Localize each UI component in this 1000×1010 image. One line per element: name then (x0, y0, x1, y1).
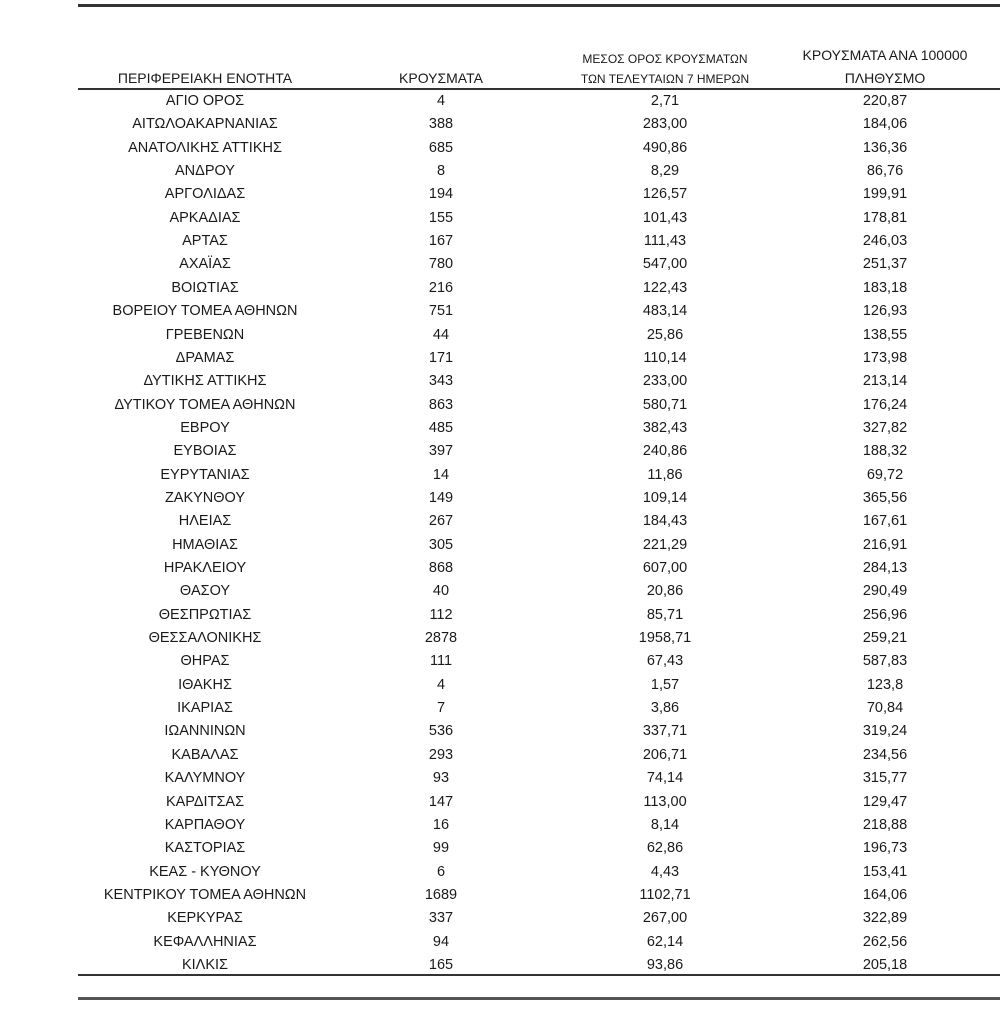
cell-avg-7-days: 126,57 (642, 186, 688, 203)
page-bottom-rule (78, 997, 1000, 1000)
cell-cases: 343 (428, 373, 454, 390)
cell-avg-7-days: 109,14 (642, 489, 688, 506)
cell-cases: 216 (428, 279, 454, 296)
cell-region-name: ΒΟΙΩΤΙΑΣ (171, 279, 239, 296)
cell-region-name: ΕΒΡΟΥ (180, 419, 230, 436)
cell-avg-7-days: 547,00 (642, 256, 688, 273)
cell-region-name: ΑΝΔΡΟΥ (175, 163, 235, 180)
table-row (0, 183, 1000, 206)
cell-region-name: ΚΑΣΤΟΡΙΑΣ (164, 840, 246, 857)
cell-cases-per-100k: 327,82 (862, 419, 908, 436)
table-row (0, 650, 1000, 673)
table-row (0, 277, 1000, 300)
cell-cases-per-100k: 196,73 (862, 840, 908, 857)
cell-cases: 16 (432, 816, 450, 833)
cell-region-name: ΑΡΓΟΛΙΔΑΣ (164, 186, 246, 203)
table-row (0, 884, 1000, 907)
cell-cases: 2878 (424, 630, 458, 647)
table-row (0, 767, 1000, 790)
cell-cases-per-100k: 218,88 (862, 816, 908, 833)
cell-region-name: ΚΑΛΥΜΝΟΥ (164, 770, 246, 787)
cell-avg-7-days: 267,00 (642, 910, 688, 927)
header-cases: ΚΡΟΥΣΜΑΤΑ (399, 70, 483, 86)
cell-region-name: ΑΙΤΩΛΟΑΚΑΡΝΑΝΙΑΣ (132, 116, 278, 133)
cell-avg-7-days: 101,43 (642, 209, 688, 226)
cell-cases: 40 (432, 583, 450, 600)
table-row (0, 674, 1000, 697)
cell-region-name: ΘΗΡΑΣ (180, 653, 230, 670)
cell-avg-7-days: 25,86 (646, 326, 684, 343)
cell-region-name: ΑΧΑΪΑΣ (179, 256, 231, 273)
header-avg-line2: ΤΩΝ ΤΕΛΕΥΤΑΙΩΝ 7 ΗΜΕΡΩΝ (580, 72, 750, 86)
cell-cases: 267 (428, 513, 454, 530)
cell-cases: 44 (432, 326, 450, 343)
cell-cases-per-100k: 256,96 (862, 606, 908, 623)
cell-region-name: ΖΑΚΥΝΘΟΥ (164, 489, 246, 506)
table-row (0, 347, 1000, 370)
cell-cases: 397 (428, 443, 454, 460)
cell-avg-7-days: 382,43 (642, 419, 688, 436)
table-row (0, 487, 1000, 510)
table-row (0, 113, 1000, 136)
cell-avg-7-days: 184,43 (642, 513, 688, 530)
table-row (0, 697, 1000, 720)
cell-cases: 111 (429, 653, 453, 670)
table-row (0, 160, 1000, 183)
table-row (0, 324, 1000, 347)
cell-region-name: ΙΚΑΡΙΑΣ (177, 700, 233, 717)
cell-region-name: ΓΡΕΒΕΝΩΝ (165, 326, 245, 343)
cell-cases: 93 (432, 770, 450, 787)
table-row (0, 604, 1000, 627)
cell-cases: 147 (428, 793, 454, 810)
cell-region-name: ΚΑΡΔΙΤΣΑΣ (165, 793, 245, 810)
cell-avg-7-days: 110,14 (643, 349, 687, 366)
cell-cases-per-100k: 136,36 (862, 139, 908, 156)
cell-cases: 171 (428, 349, 454, 366)
cell-cases: 868 (428, 560, 454, 576)
cell-cases-per-100k: 183,18 (862, 279, 908, 296)
cell-cases: 780 (428, 256, 454, 273)
cell-cases: 112 (429, 606, 453, 623)
cell-region-name: ΑΡΤΑΣ (182, 233, 228, 250)
cell-cases: 1689 (424, 886, 458, 903)
cell-cases: 4 (436, 93, 446, 109)
table-row (0, 207, 1000, 230)
table-row (0, 557, 1000, 580)
cell-cases: 685 (428, 139, 454, 156)
cell-avg-7-days: 122,43 (642, 279, 688, 296)
cell-cases: 536 (428, 723, 454, 740)
cell-cases-per-100k: 234,56 (862, 746, 908, 763)
cell-avg-7-days: 111,43 (643, 233, 687, 250)
cell-cases: 194 (428, 186, 454, 203)
table-row (0, 464, 1000, 487)
cell-cases-per-100k: 86,76 (866, 163, 904, 180)
cell-avg-7-days: 337,71 (642, 723, 688, 740)
table-row (0, 253, 1000, 276)
cell-region-name: ΚΙΛΚΙΣ (181, 956, 229, 973)
cell-cases-per-100k: 167,61 (862, 513, 908, 530)
cell-region-name: ΔΥΤΙΚΗΣ ΑΤΤΙΚΗΣ (143, 373, 267, 390)
cell-cases-per-100k: 69,72 (866, 466, 904, 483)
cell-avg-7-days: 1102,71 (639, 886, 691, 903)
cell-cases: 751 (428, 303, 454, 320)
cell-cases-per-100k: 126,93 (862, 303, 908, 320)
cell-cases-per-100k: 138,55 (862, 326, 908, 343)
table-row (0, 580, 1000, 603)
table-row (0, 931, 1000, 954)
table-row (0, 417, 1000, 440)
cell-cases-per-100k: 216,91 (862, 536, 908, 553)
cell-cases-per-100k: 123,8 (866, 676, 904, 693)
cell-avg-7-days: 233,00 (642, 373, 688, 390)
table-row (0, 744, 1000, 767)
cell-cases: 149 (428, 489, 454, 506)
cell-avg-7-days: 4,43 (650, 863, 680, 880)
cell-avg-7-days: 8,14 (650, 816, 680, 833)
cell-region-name: ΚΕΡΚΥΡΑΣ (167, 910, 243, 927)
table-row (0, 300, 1000, 323)
table-row (0, 440, 1000, 463)
cell-avg-7-days: 283,00 (642, 116, 688, 133)
cell-cases-per-100k: 262,56 (862, 933, 908, 950)
table-row (0, 907, 1000, 930)
table-row (0, 814, 1000, 837)
cell-avg-7-days: 8,29 (650, 163, 680, 180)
cell-avg-7-days: 67,43 (646, 653, 684, 670)
cell-avg-7-days: 113,00 (643, 793, 687, 810)
cell-region-name: ΘΑΣΟΥ (179, 583, 231, 600)
cell-cases-per-100k: 184,06 (862, 116, 908, 133)
cell-cases: 94 (432, 933, 450, 950)
cell-avg-7-days: 1958,71 (638, 630, 692, 647)
cell-cases: 388 (428, 116, 454, 133)
table-row (0, 627, 1000, 650)
cell-region-name: ΗΛΕΙΑΣ (178, 513, 232, 530)
cell-region-name: ΚΑΡΠΑΘΟΥ (164, 816, 246, 833)
cell-region-name: ΑΓΙΟ ΟΡΟΣ (165, 93, 245, 109)
cell-cases-per-100k: 199,91 (862, 186, 908, 203)
cell-region-name: ΚΕΝΤΡΙΚΟΥ ΤΟΜΕΑ ΑΘΗΝΩΝ (103, 886, 307, 903)
top-rule (78, 4, 1000, 7)
cell-cases: 293 (428, 746, 454, 763)
table-row (0, 861, 1000, 884)
cell-cases-per-100k: 365,56 (862, 489, 908, 506)
cell-cases: 4 (436, 676, 446, 693)
cell-cases: 7 (436, 700, 446, 717)
cell-avg-7-days: 1,57 (650, 676, 680, 693)
table-row (0, 230, 1000, 253)
table-row (0, 720, 1000, 743)
cell-cases-per-100k: 290,49 (862, 583, 908, 600)
cell-cases-per-100k: 178,81 (862, 209, 908, 226)
table-row (0, 510, 1000, 533)
cell-region-name: ΚΑΒΑΛΑΣ (171, 746, 239, 763)
cell-cases: 8 (436, 163, 446, 180)
header-per100k-line1: ΚΡΟΥΣΜΑΤΑ ΑΝΑ 100000 (802, 47, 968, 63)
cell-avg-7-days: 3,86 (650, 700, 680, 717)
cell-region-name: ΔΡΑΜΑΣ (175, 349, 235, 366)
cell-avg-7-days: 74,14 (646, 770, 684, 787)
cell-region-name: ΑΡΚΑΔΙΑΣ (169, 209, 241, 226)
cell-region-name: ΚΕΦΑΛΛΗΝΙΑΣ (153, 933, 257, 950)
cell-cases-per-100k: 315,77 (862, 770, 908, 787)
cell-avg-7-days: 490,86 (642, 139, 688, 156)
cell-cases: 155 (428, 209, 454, 226)
table-row (0, 837, 1000, 860)
cell-cases: 337 (428, 910, 454, 927)
cell-region-name: ΘΕΣΠΡΩΤΙΑΣ (158, 606, 252, 623)
cell-avg-7-days: 221,29 (642, 536, 688, 553)
cell-cases: 6 (436, 863, 446, 880)
table-bottom-rule (78, 974, 1000, 976)
cell-region-name: ΙΘΑΚΗΣ (178, 676, 232, 693)
cell-cases-per-100k: 322,89 (862, 910, 908, 927)
cell-cases-per-100k: 129,47 (862, 793, 908, 810)
cell-avg-7-days: 2,71 (650, 93, 680, 109)
cell-avg-7-days: 607,00 (642, 560, 688, 576)
cell-cases-per-100k: 173,98 (862, 349, 908, 366)
cell-cases-per-100k: 213,14 (862, 373, 908, 390)
cell-region-name: ΑΝΑΤΟΛΙΚΗΣ ΑΤΤΙΚΗΣ (128, 139, 282, 156)
header-per100k-line2: ΠΛΗΘΥΣΜΟ (844, 70, 926, 86)
cell-cases: 305 (428, 536, 454, 553)
cell-cases-per-100k: 587,83 (862, 653, 908, 670)
cell-cases-per-100k: 246,03 (862, 233, 908, 250)
cell-region-name: ΔΥΤΙΚΟΥ ΤΟΜΕΑ ΑΘΗΝΩΝ (114, 396, 296, 413)
cell-avg-7-days: 93,86 (646, 956, 684, 973)
cell-region-name: ΚΕΑΣ - ΚΥΘΝΟΥ (149, 863, 261, 880)
cell-region-name: ΕΥΡΥΤΑΝΙΑΣ (160, 466, 250, 483)
cell-cases: 165 (428, 956, 454, 973)
cell-cases-per-100k: 319,24 (862, 723, 908, 740)
table-row (0, 791, 1000, 814)
cell-cases-per-100k: 164,06 (862, 886, 908, 903)
cell-region-name: ΕΥΒΟΙΑΣ (173, 443, 237, 460)
cell-cases: 14 (432, 466, 450, 483)
cell-avg-7-days: 11,86 (647, 466, 683, 483)
cell-cases-per-100k: 205,18 (862, 956, 908, 973)
cell-cases-per-100k: 70,84 (866, 700, 904, 717)
header-region: ΠΕΡΙΦΕΡΕΙΑΚΗ ΕΝΟΤΗΤΑ (117, 70, 293, 86)
header-avg-line1: ΜΕΣΟΣ ΟΡΟΣ ΚΡΟΥΣΜΑΤΩΝ (582, 52, 748, 66)
table-row (0, 137, 1000, 160)
cell-cases: 863 (428, 396, 454, 413)
cell-avg-7-days: 206,71 (642, 746, 688, 763)
cell-avg-7-days: 240,86 (642, 443, 688, 460)
cell-region-name: ΙΩΑΝΝΙΝΩΝ (164, 723, 246, 740)
cell-cases: 167 (428, 233, 454, 250)
table-row (0, 370, 1000, 393)
cell-cases: 99 (432, 840, 450, 857)
table-row (0, 534, 1000, 557)
cell-region-name: ΗΜΑΘΙΑΣ (172, 536, 238, 553)
cell-region-name: ΗΡΑΚΛΕΙΟΥ (163, 560, 247, 576)
cell-avg-7-days: 85,71 (646, 606, 684, 623)
cell-cases: 485 (428, 419, 454, 436)
cell-region-name: ΒΟΡΕΙΟΥ ΤΟΜΕΑ ΑΘΗΝΩΝ (112, 303, 298, 320)
cell-cases-per-100k: 153,41 (862, 863, 908, 880)
cell-cases-per-100k: 220,87 (862, 93, 908, 109)
cell-cases-per-100k: 284,13 (862, 560, 908, 576)
table-row (0, 394, 1000, 417)
table-row (0, 90, 1000, 113)
cell-avg-7-days: 62,86 (646, 840, 684, 857)
cell-cases-per-100k: 176,24 (862, 396, 908, 413)
cell-cases-per-100k: 188,32 (862, 443, 908, 460)
cell-region-name: ΘΕΣΣΑΛΟΝΙΚΗΣ (148, 630, 262, 647)
cell-avg-7-days: 580,71 (642, 396, 688, 413)
cell-avg-7-days: 483,14 (642, 303, 688, 320)
cell-avg-7-days: 62,14 (646, 933, 684, 950)
cell-cases-per-100k: 251,37 (862, 256, 908, 273)
cell-cases-per-100k: 259,21 (862, 630, 908, 647)
cell-avg-7-days: 20,86 (646, 583, 684, 600)
